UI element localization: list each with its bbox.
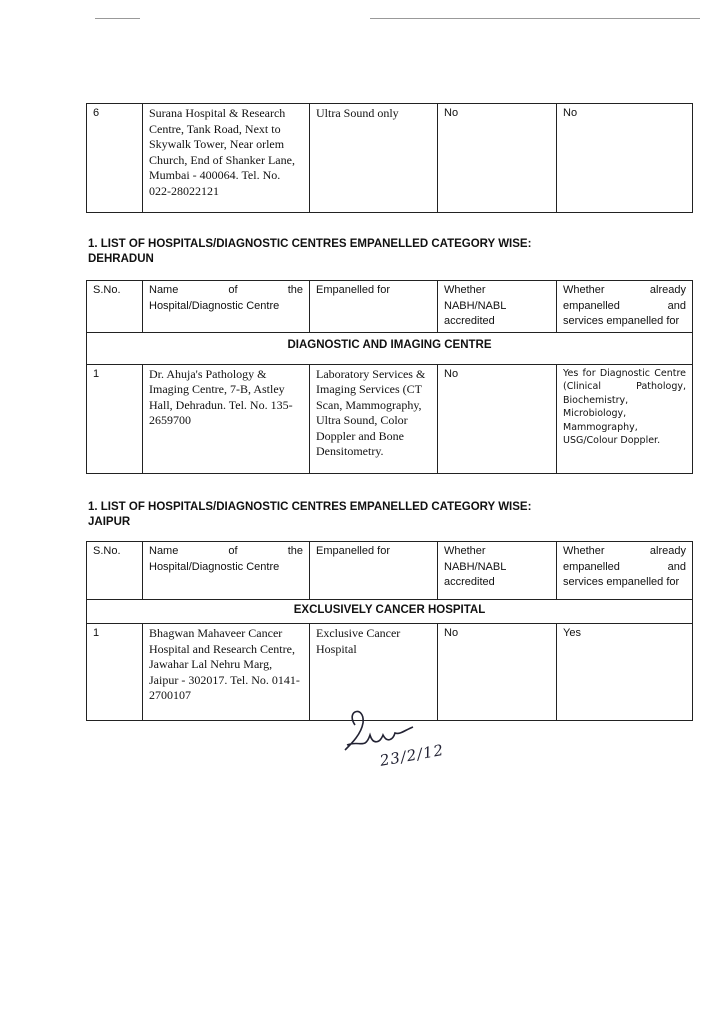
- w: and: [667, 560, 686, 573]
- scan-artifact-line: [95, 18, 140, 19]
- empanelled-for-cell: Ultra Sound only: [310, 104, 438, 213]
- w: of: [228, 545, 238, 557]
- w: Hospital/Diagnostic Centre: [149, 299, 280, 312]
- section-heading-dehradun: [88, 237, 531, 267]
- section-heading-jaipur: [88, 500, 531, 530]
- header-name: [143, 542, 310, 600]
- heading-city: JAIPUR: [88, 516, 131, 528]
- header-empanelled-for: Empanelled for: [310, 281, 438, 333]
- w: of: [228, 284, 238, 296]
- header-already: [557, 542, 693, 600]
- header-row: [87, 281, 693, 333]
- w: the: [287, 545, 303, 557]
- name-cell: Dr. Ahuja's Pathology & Imaging Centre, 7-B, Astley Hall, Dehradun. Tel. No. 135-2659700: [143, 364, 310, 473]
- already-empanelled-cell: Yes: [557, 624, 693, 721]
- sno-cell: 6: [87, 104, 143, 213]
- header-accredited: [438, 281, 557, 333]
- w: Whether: [444, 545, 486, 557]
- heading-line: 1. LIST OF HOSPITALS/DIAGNOSTIC CENTRES EMPANELLED CATEGORY WISE:: [88, 501, 532, 513]
- w: already: [649, 284, 686, 296]
- w: empanelled: [563, 299, 620, 312]
- w: the: [287, 284, 303, 296]
- w: Hospital/Diagnostic Centre: [149, 560, 280, 573]
- accredited-cell: No: [438, 104, 557, 213]
- empanelled-for-cell: Laboratory Services & Imaging Services (CT Scan, Mammography, Ultra Sound, Color Doppler and Bone Densitometry.: [310, 364, 438, 473]
- section-row: DIAGNOSTIC AND IMAGING CENTRE: [87, 332, 693, 364]
- jaipur-table: [86, 541, 693, 721]
- signature-date: 23/2/12: [378, 740, 446, 770]
- header-sno: S.No.: [87, 542, 143, 600]
- w: services empanelled for: [563, 576, 680, 588]
- w: empanelled: [563, 560, 620, 573]
- header-row: [87, 542, 693, 600]
- accredited-cell: No: [438, 624, 557, 721]
- w: Whether: [563, 284, 605, 296]
- table-row: [87, 364, 693, 473]
- w: Name: [149, 545, 179, 557]
- w: NABH/NABL: [444, 560, 507, 573]
- accredited-cell: No: [438, 364, 557, 473]
- w: accredited: [444, 576, 495, 588]
- already-empanelled-cell: No: [557, 104, 693, 213]
- header-accredited: [438, 542, 557, 600]
- w: Whether: [563, 545, 605, 557]
- sno-cell: 1: [87, 624, 143, 721]
- dehradun-table: [86, 280, 693, 474]
- scan-artifact-line: [370, 18, 700, 19]
- table-row: [87, 104, 693, 213]
- heading-line: 1. LIST OF HOSPITALS/DIAGNOSTIC CENTRES EMPANELLED CATEGORY WISE:: [88, 238, 532, 250]
- sno-cell: 1: [87, 364, 143, 473]
- heading-city: DEHRADUN: [88, 253, 154, 265]
- header-name: [143, 281, 310, 333]
- w: accredited: [444, 315, 495, 327]
- header-sno: S.No.: [87, 281, 143, 333]
- empanelled-for-cell: Exclusive Cancer Hospital: [310, 624, 438, 721]
- w: NABH/NABL: [444, 299, 507, 312]
- w: and: [667, 299, 686, 312]
- already-empanelled-cell: Yes for Diagnostic Centre (Clinical Pathology, Biochemistry, Microbiology, Mammography, USG/Colour Doppler.: [557, 364, 693, 473]
- section-row: EXCLUSIVELY CANCER HOSPITAL: [87, 600, 693, 624]
- w: Name: [149, 284, 179, 296]
- name-cell: Bhagwan Mahaveer Cancer Hospital and Research Centre, Jawahar Lal Nehru Marg, Jaipur - 302017. Tel. No. 0141-2700107: [143, 624, 310, 721]
- header-already: [557, 281, 693, 333]
- mumbai-table: [86, 103, 693, 213]
- name-cell: Surana Hospital & Research Centre, Tank Road, Next to Skywalk Tower, Near orlem Church, End of Shanker Lane, Mumbai - 400064. Tel. No. 022-28022121: [143, 104, 310, 213]
- header-empanelled-for: Empanelled for: [310, 542, 438, 600]
- w: services empanelled for: [563, 315, 680, 327]
- w: Whether: [444, 284, 486, 296]
- w: already: [649, 545, 686, 557]
